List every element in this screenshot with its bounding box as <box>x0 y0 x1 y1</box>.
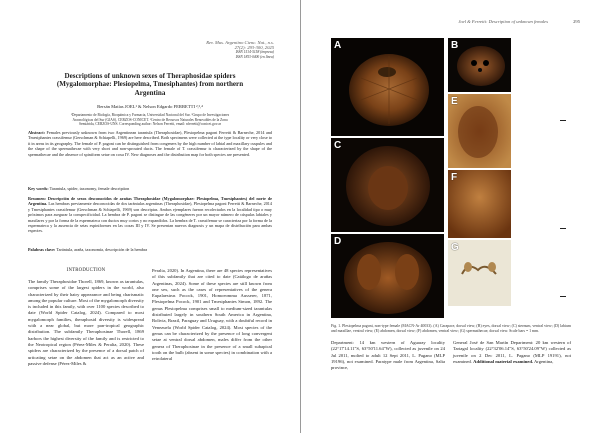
panel-label-f: F <box>451 172 458 183</box>
intro-column-2: Peralta, 2020). In Argentina, there are 48 species representatives of this subfamily that are cited to date (Catálogo de arañas Argentinas, 2024). Some of these species are still known from one sex, such as the cases of representatives of the genera Eupalaestrus Pocock, 1901, Homoeomma Ausserer, 1871, Plesiopelma Pocock, 1901 and Tmesiphantes Simon, 1892. The genus Plesiopelma comprises small to medium-sized tarantulas distributed largely in southern South America in Argentina, Bolivia, Brazil, Paraguay and Uruguay, with a doubtful record in Venezuela (World Spider Catalog, 2024). Most species of the genus can be characterized by the presence of long convergent setae at ventral dorsal abdomen, males differ from the other genera of Theraphosinae in the presence of a small subapical tooth on the bulb (absent in some species) in combination with a retrolateral <box>152 268 272 362</box>
journal-name: Rev. Mus. Argentino Cienc. Nat., n.s. <box>206 40 274 45</box>
article-title <box>20 72 280 97</box>
right-column-2 <box>453 340 571 365</box>
affiliation-1: ¹Departamento de Biología, Bioquímica y Farmacia, Universidad Nacional del Sur. ²Grupo de Investigaciones <box>70 113 230 117</box>
scale-bar <box>560 296 566 297</box>
palabras-clave <box>28 247 272 252</box>
abstract <box>28 130 272 157</box>
abdomen-ventral-photo <box>448 170 511 238</box>
panel-label-b: B <box>451 40 459 51</box>
figure-panel-e <box>448 94 511 168</box>
affiliation-3: Semiárida, CERZOS-UNS. Corresponding author: Nelson Ferretti, email: nferretti@conicet.gov.ar <box>78 122 221 127</box>
figure-panel-g <box>448 240 511 306</box>
material-label: Additional material examined. <box>473 358 534 364</box>
figure-1 <box>331 38 571 318</box>
figure-panel-c <box>331 138 444 232</box>
keywords-label: Key words: <box>28 186 49 191</box>
keywords-text: Tarantula, spider, taxonomy, female description <box>49 186 130 191</box>
abstract-label: Abstract: <box>28 130 45 135</box>
intro-heading: INTRODUCTION <box>66 268 106 273</box>
title-line-1: Descriptions of unknown sexes of Theraphosidae spiders <box>64 72 236 80</box>
material-text: Argentina, <box>533 358 554 364</box>
affiliation-2: Aracnológicas del Sur (GIAS), CERZOS-CONICET. ³Centro de Recursos Naturales Renovables de la Zona <box>72 117 228 122</box>
figure-panel-d <box>331 234 444 318</box>
resumen-label: Resumen: <box>28 196 46 201</box>
issn-print: ISSN 1514-5158 (impresa) <box>235 50 274 54</box>
palabras-text: Tarántula, araña, taxonomía, descripción de la hembra <box>56 247 148 252</box>
panel-label-g: G <box>451 242 459 253</box>
figure-caption: Fig. 1. Plesiopelma pagoni, non-type female (MACN-Ar 40033). (A) Carapace, dorsal view; (B) eyes, dorsal view; (C) sternum, ventral view; (D) labium and maxillae, ventral view; (E) abdomen, dorsal view; (F) abdomen, ventral view; (G) spermathecae, dorsal view. Scale bars = 1 mm. <box>331 324 571 333</box>
right-column-2-text: General José de San Martín Department: 20 km western of Tartagal locality (22°32'06.14"S, 63°50'24.09"W) collected as juvenile on 2 Dec 2011, L. Pagano (MLP 19191), not examined. <box>453 340 571 364</box>
panel-label-a: A <box>334 40 342 51</box>
right-column-1: Department: 14 km western of Aguaray locality (22°17'14.11"S, 63°50'11.64"W), collected as juvenile on 24 Jul 2011, molted to adult 12 Sept 2011, L. Pagano (MLP 19196), not examined. Paratype male from Argentina, Salta province, <box>331 340 445 371</box>
palabras-label: Palabras clave: <box>28 247 56 252</box>
title-line-2: (Mygalomorphae: Plesiopelma, Tmesiphantes) from northern <box>56 80 244 89</box>
figure-panel-b <box>448 38 511 92</box>
running-head: Joel & Ferretti: Description of unknown females <box>458 19 548 24</box>
panel-label-d: D <box>334 236 342 247</box>
keywords <box>28 186 272 191</box>
authors: Bersán Matías JOEL¹ & Nelson Edgardo FERRETTI ²,³,⁴ <box>97 104 203 109</box>
resumen-text: Las hembras previamente desconocidas de dos tarántulas argentinas (Theraphosidae), Plesiopelma pagoni Ferretti & Barneche, 2014 y Tmesiphantes crassifemur (Gerschman & Schiapelli, 1969) son descriptas. Ambos ejemplares fueron recolectados en la localidad tipo o muy próximos para asegurar la conspecificidad. La hembra de P. pagoni se distingue de las congéneres por un mayor número de cúspulas labiales y maxilares y por la forma de la espermateca con ductos muy cortos y no expandidos. La hembra de T. crassifemur se caracteriza por la forma de la espermateca y la ausencia de setas espiniformes en las coxas III y IV. Se presentan nuevos diagnosis y un mapa de distribución para ambas especies. <box>28 201 272 234</box>
title-line-3: Argentina <box>134 88 166 97</box>
resumen-title: Descripción de sexos desconocidos de arañas Theraphosidae (Mygalomorphae: Plesiopelma, Tmesiphantes) del norte de Argentina. <box>28 196 272 207</box>
journal-info <box>206 40 274 59</box>
labium-photo <box>331 234 444 318</box>
journal-volume: 27(2): 293-300, 2025 <box>234 45 274 50</box>
intro-column-1: The family Theraphosidae Thorell, 1869, known as tarantulas, comprises some of the largest spiders in the world, also characterized by their hairy appearance and being charismatic among the popular culture. Most of the mygalomorph diversity is included in this family, with over 1100 species described to date (World Spider Catalog, 2024). Compared to most mygalomorph families, theraphosid diversity is widespread with a near global, but more pan-tropical geographic distribution. The subfamily Theraphosinae Thorell, 1869 harbors the highest diversity of the family and is restricted to the Neotropical region (Pérez-Miles & Peralta, 2020). These spiders are characterized by the presence of a dorsal patch of urticating setae on the abdomen that act as an active and passive defense (Pérez-Miles & <box>28 279 144 366</box>
page-number: 295 <box>573 19 580 24</box>
abstract-text: Females previously unknown from two Argentinean tarantula (Theraphosidae), Plesiopelma pagoni Ferretti & Barneche, 2014 and Tmesiphantes crassifemur (Gerschman & Schiapelli, 1969) are here described. Both specimens were collected at the type locality or very close to it in areas in its geography. The female of P. pagoni can be distinguished from congeners by the high number of labial and maxillary cuspules and the shape of the spermathecae with very short and non-sprouted ducts. The female of T. crassifemur is characterized by the shape of the spermathecae and the absence of spiniform setae on coxa IV. New diagnoses and the distribution map for both species are presented. <box>28 130 273 157</box>
figure-panel-a <box>331 38 444 136</box>
panel-label-e: E <box>451 96 458 107</box>
sternum-photo <box>331 138 444 232</box>
scale-bar <box>560 228 566 229</box>
affiliations <box>30 113 270 127</box>
scale-bar <box>560 120 566 121</box>
issn-online: ISSN 1853-0400 (en línea) <box>235 54 274 59</box>
carapace-photo <box>331 38 444 136</box>
panel-label-c: C <box>334 140 342 151</box>
figure-panel-f <box>448 170 511 238</box>
right-page <box>301 0 600 433</box>
resumen <box>28 196 272 234</box>
